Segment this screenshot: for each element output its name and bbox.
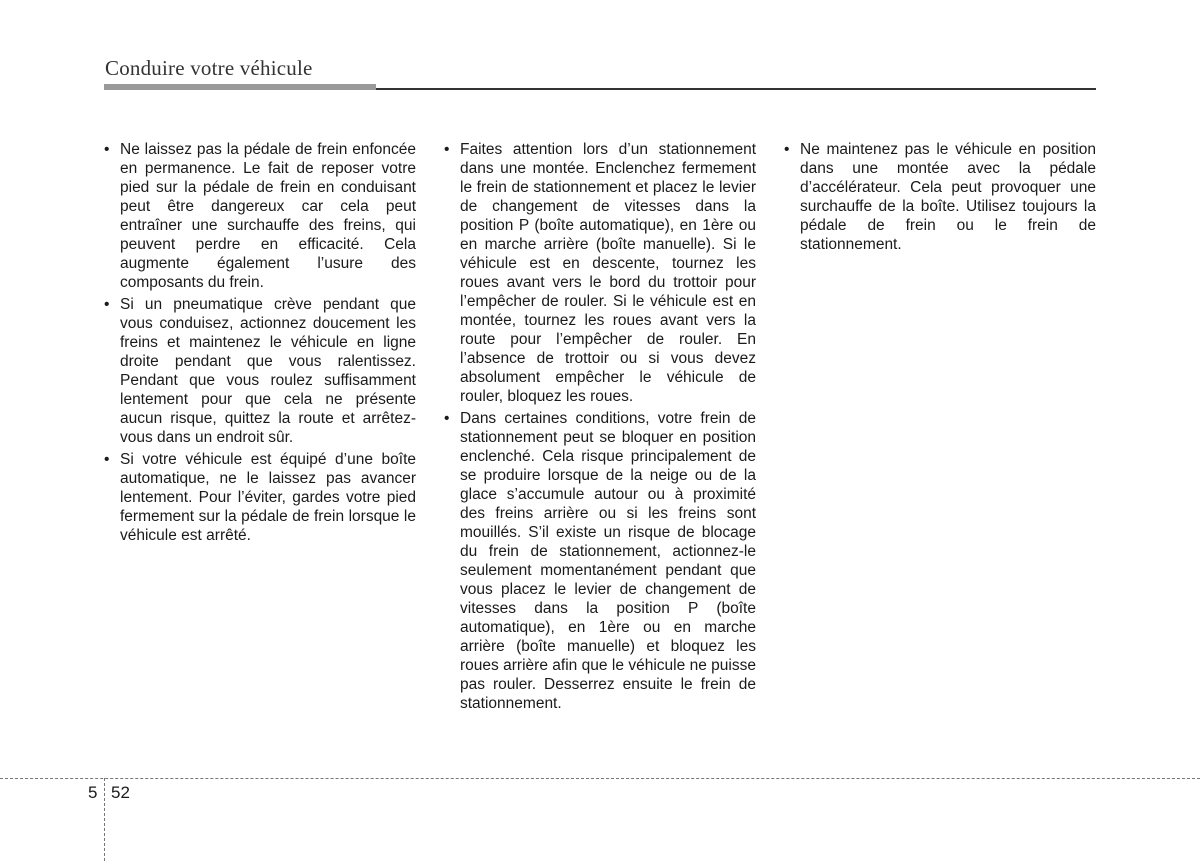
page-number: 52 (111, 783, 130, 802)
list-item: • Ne maintenez pas le véhicule en position dans une montée avec la pédale d’accélérateur. Cela peut provoquer une surchauffe de la boîte. Utilisez toujours la pédale de frein ou le frein de stationnement. (784, 140, 1096, 254)
text-column-3 (784, 140, 1096, 257)
footer-divider (0, 778, 1200, 779)
text-column-2 (444, 140, 756, 716)
header-rule-thin (376, 88, 1096, 90)
bullet-list (784, 140, 1096, 254)
header-rule-thick (104, 84, 376, 90)
list-item: • Si un pneumatique crève pendant que vous conduisez, actionnez doucement les freins et maintenez le véhicule en ligne droite pendant que vous ralentissez. Pendant que vous roulez suffisamment lentement pour que cela ne présente aucun risque, quittez la route et arrêtez-vous dans un endroit sûr. (104, 295, 416, 447)
footer-vertical-divider (104, 778, 105, 861)
bullet-list (104, 140, 416, 545)
list-item: • Ne laissez pas la pédale de frein enfoncée en permanence. Le fait de reposer votre pied sur la pédale de frein en conduisant peut être dangereux car cela peut entraîner une surchauffe des freins, qui peuvent perdre en efficacité. Cela augmente également l’usure des composants du frein. (104, 140, 416, 292)
bullet-list (444, 140, 756, 713)
chapter-number: 5 (88, 783, 98, 802)
text-column-1 (104, 140, 416, 548)
list-item: • Faites attention lors d’un stationnement dans une montée. Enclenchez fermement le frein de stationnement et placez le levier de changement de vitesses dans la position P (boîte automatique), en 1ère ou en marche arrière (boîte manuelle). Si le véhicule est en descente, tournez les roues avant vers le bord du trottoir pour l’empêcher de rouler. Si le véhicule est en montée, tournez les roues avant vers la route pour l’empêcher de rouler. En l’absence de trottoir ou si vous devez absolument empêcher le véhicule de rouler, bloquez les roues. (444, 140, 756, 406)
list-item: • Si votre véhicule est équipé d’une boîte automatique, ne le laissez pas avancer lentement. Pour l’éviter, gardes votre pied fermement sur la pédale de frein lorsque le véhicule est arrêté. (104, 450, 416, 545)
page-title: Conduire votre véhicule (105, 56, 313, 80)
list-item: • Dans certaines conditions, votre frein de stationnement peut se bloquer en position enclenché. Cela risque principalement de se produire lorsque de la neige ou de la glace s’accumule autour ou à proximité des freins arrière ou si les freins sont mouillés. S’il existe un risque de blocage du frein de stationnement, actionnez-le seulement momentanément pendant que vous placez le levier de changement de vitesses dans la position P (boîte automatique), en 1ère ou en marche arrière (boîte manuelle) et bloquez les roues arrière afin que le véhicule ne puisse pas rouler. Desserrez ensuite le frein de stationnement. (444, 409, 756, 713)
